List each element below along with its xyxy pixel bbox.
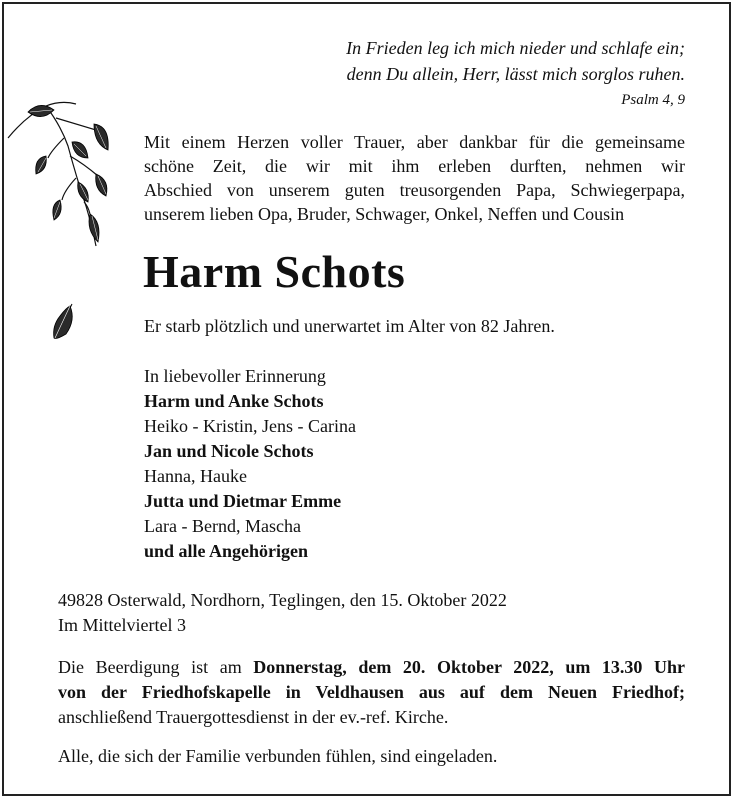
family-heads-3: Jutta und Dietmar Emme <box>144 491 342 511</box>
intro-line-1: Mit einem Herzen voller Trauer, aber dankbar für die gemeinsame <box>144 132 685 152</box>
intro-text <box>144 130 685 226</box>
funeral-prefix: Die Beerdigung ist am <box>58 657 254 677</box>
funeral-service: anschließend Trauergottesdienst in der ev.-ref. Kirche. <box>58 707 449 727</box>
psalm-reference: Psalm 4, 9 <box>621 92 685 108</box>
birch-branch-icon <box>6 96 116 256</box>
family-members-1: Heiko - Kristin, Jens - Carina <box>144 416 356 436</box>
intro-line-4: unserem lieben Opa, Bruder, Schwager, Onkel, Neffen und Cousin <box>144 204 625 224</box>
intro-line-2: schöne Zeit, die wir mit ihm erleben durften, nehmen wir <box>144 156 685 176</box>
deceased-name: Harm Schots <box>143 246 406 297</box>
funeral-info <box>58 655 685 730</box>
funeral-date-time: Donnerstag, dem 20. Oktober 2022, um 13.30 Uhr <box>253 657 685 677</box>
family-heads-2: Jan und Nicole Schots <box>144 441 314 461</box>
family-heads-1: Harm und Anke Schots <box>144 391 324 411</box>
family-members-3: Lara - Bernd, Mascha <box>144 516 301 536</box>
psalm-verse-line-2: denn Du allein, Herr, lässt mich sorglos ruhen. <box>346 64 685 84</box>
invitation: Alle, die sich der Familie verbunden fühlen, sind eingeladen. <box>58 746 498 766</box>
death-note: Er starb plötzlich und unerwartet im Alter von 82 Jahren. <box>144 316 555 336</box>
funeral-line-1 <box>58 655 685 680</box>
address: Im Mittelviertel 3 <box>58 615 186 635</box>
family-members-2: Hanna, Hauke <box>144 466 247 486</box>
falling-leaf-icon <box>50 302 78 344</box>
family-intro: In liebevoller Erinnerung <box>144 366 326 386</box>
family-closing: und alle Angehörigen <box>144 541 309 561</box>
place-date: 49828 Osterwald, Nordhorn, Teglingen, den 15. Oktober 2022 <box>58 590 507 610</box>
psalm-verse-line-1: In Frieden leg ich mich nieder und schlafe ein; <box>346 38 685 58</box>
intro-line-3: Abschied von unserem guten treusorgenden Papa, Schwiegerpapa, <box>144 180 685 200</box>
funeral-location: von der Friedhofskapelle in Veldhausen aus auf dem Neuen Friedhof; <box>58 682 685 702</box>
location-block <box>58 588 507 638</box>
family-list <box>144 364 356 564</box>
